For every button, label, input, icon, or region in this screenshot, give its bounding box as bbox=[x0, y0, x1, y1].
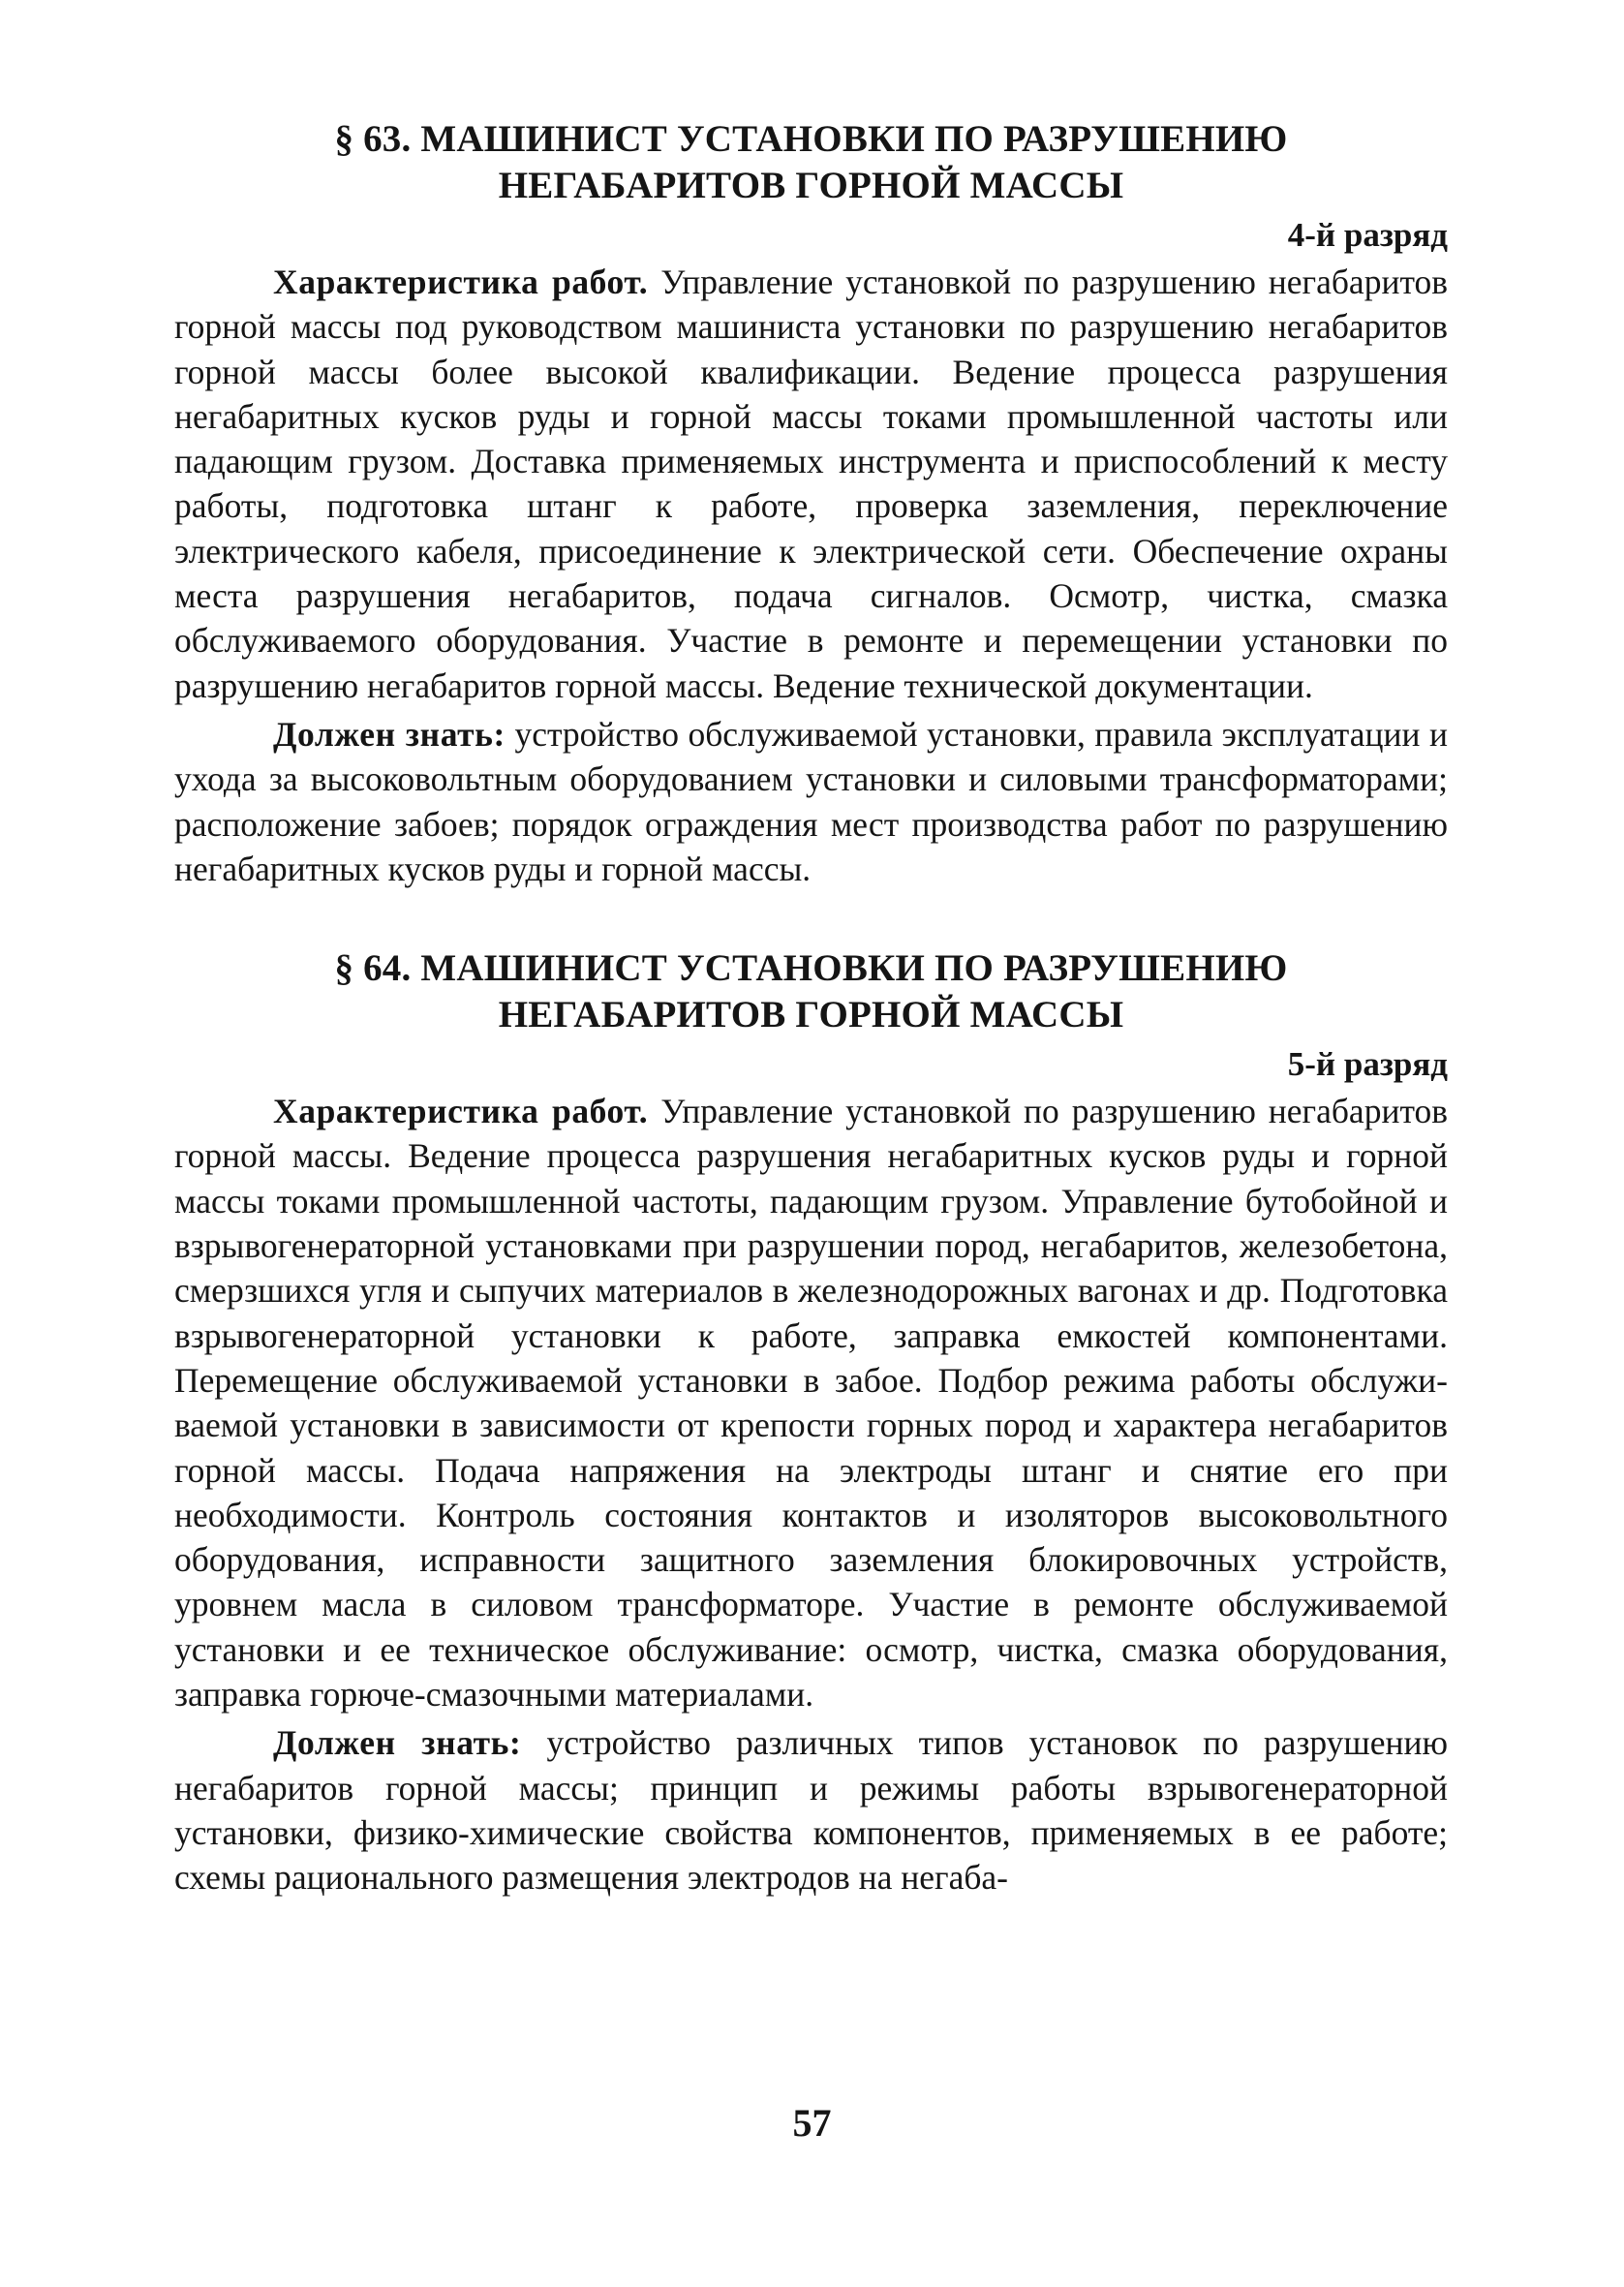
section-title-line1: § 64. МАШИНИСТ УСТАНОВКИ ПО РАЗРУШЕНИЮ bbox=[334, 947, 1288, 990]
characteristic-label: Характеристика работ. bbox=[273, 263, 649, 301]
page-number: 57 bbox=[792, 2101, 832, 2145]
section-title-line1: § 63. МАШИНИСТ УСТАНОВКИ ПО РАЗРУШЕНИЮ bbox=[334, 118, 1288, 160]
document-page bbox=[174, 116, 1448, 1901]
characteristic-paragraph bbox=[174, 1089, 1448, 1716]
section-heading bbox=[174, 116, 1448, 209]
grade-label: 4-й разряд bbox=[1287, 216, 1448, 254]
section-heading bbox=[174, 945, 1448, 1038]
characteristic-paragraph bbox=[174, 260, 1448, 708]
grade-label: 5-й разряд bbox=[1287, 1045, 1448, 1084]
knowledge-paragraph bbox=[174, 1720, 1448, 1900]
characteristic-text: Управление установкой по разрушению негабаритов горной массы. Ведение процесса разрушения негабаритных кусков руды и горной массы токами промышленной частоты, падающим грузом. Управление бутобойной и взрывогенераторной установками при разрушении пород, негабаритов, железобетона, смерзшихся угля и сыпучих материалов в железнодорожных вагонах и др. Подготовка взрывогенераторной установки к работе, заправка емкостей компонентами. Перемещение обслуживаемой установки в забое. Подбор режима работы обслуживаемой установки в зависимости от крепости горных пород и характера негабаритов горной массы. Подача напряжения на электроды штанг и снятие его при необходимости. Контроль состояния контактов и изоляторов высоковольтного оборудования, исправности защитного заземления блокировочных устройств, уровнем масла в силовом трансформаторе. Участие в ремонте обслуживаемой установки и ее техническое обслуживание: осмотр, чистка, смазка оборудования, заправка горюче-смазочными материалами. bbox=[174, 1092, 1448, 1715]
section-title-line2: НЕГАБАРИТОВ ГОРНОЙ МАССЫ bbox=[498, 165, 1124, 206]
section-63 bbox=[174, 116, 1448, 891]
section-title-line2: НЕГАБАРИТОВ ГОРНОЙ МАССЫ bbox=[498, 994, 1124, 1036]
section-64 bbox=[174, 945, 1448, 1900]
knowledge-paragraph bbox=[174, 712, 1448, 891]
knowledge-text: устройство различных типов установок по разрушению негабаритов горной массы; принцип и режимы работы взрывогенераторной установки, физико-химические свойства компонентов, применяемых в ее работе; схемы рационального размещения электродов на негаба- bbox=[174, 1723, 1448, 1898]
knowledge-text: устройство обслуживаемой установки, правила эксплуатации и ухода за высоковольтным оборудованием установки и силовыми трансформаторами; расположение забоев; порядок ограждения мест производства работ по разрушению негабаритных кусков руды и горной массы. bbox=[174, 714, 1448, 888]
knowledge-label: Должен знать: bbox=[273, 1723, 522, 1763]
knowledge-label: Должен знать: bbox=[273, 714, 506, 754]
characteristic-text: Управление установкой по разрушению негабаритов горной массы под руководством машиниста установки по разрушению негабаритов горной массы более высокой квалификации. Ведение процесса разрушения негабаритных кусков руды и горной массы токами промышленной частоты или падающим грузом. Доставка применяемых инструмента и приспособлений к месту работы, подготовка штанг к работе, проверка заземления, переключение электрического кабеля, присоединение к электрической сети. Обеспечение охраны места разрушения негабаритов, подача сигналов. Осмотр, чистка, смазка обслуживаемого оборудования. Участие в ремонте и перемещении установки по разрушению негабаритов горной массы. Ведение технической документации. bbox=[174, 263, 1448, 705]
characteristic-label: Характеристика работ. bbox=[273, 1092, 649, 1131]
